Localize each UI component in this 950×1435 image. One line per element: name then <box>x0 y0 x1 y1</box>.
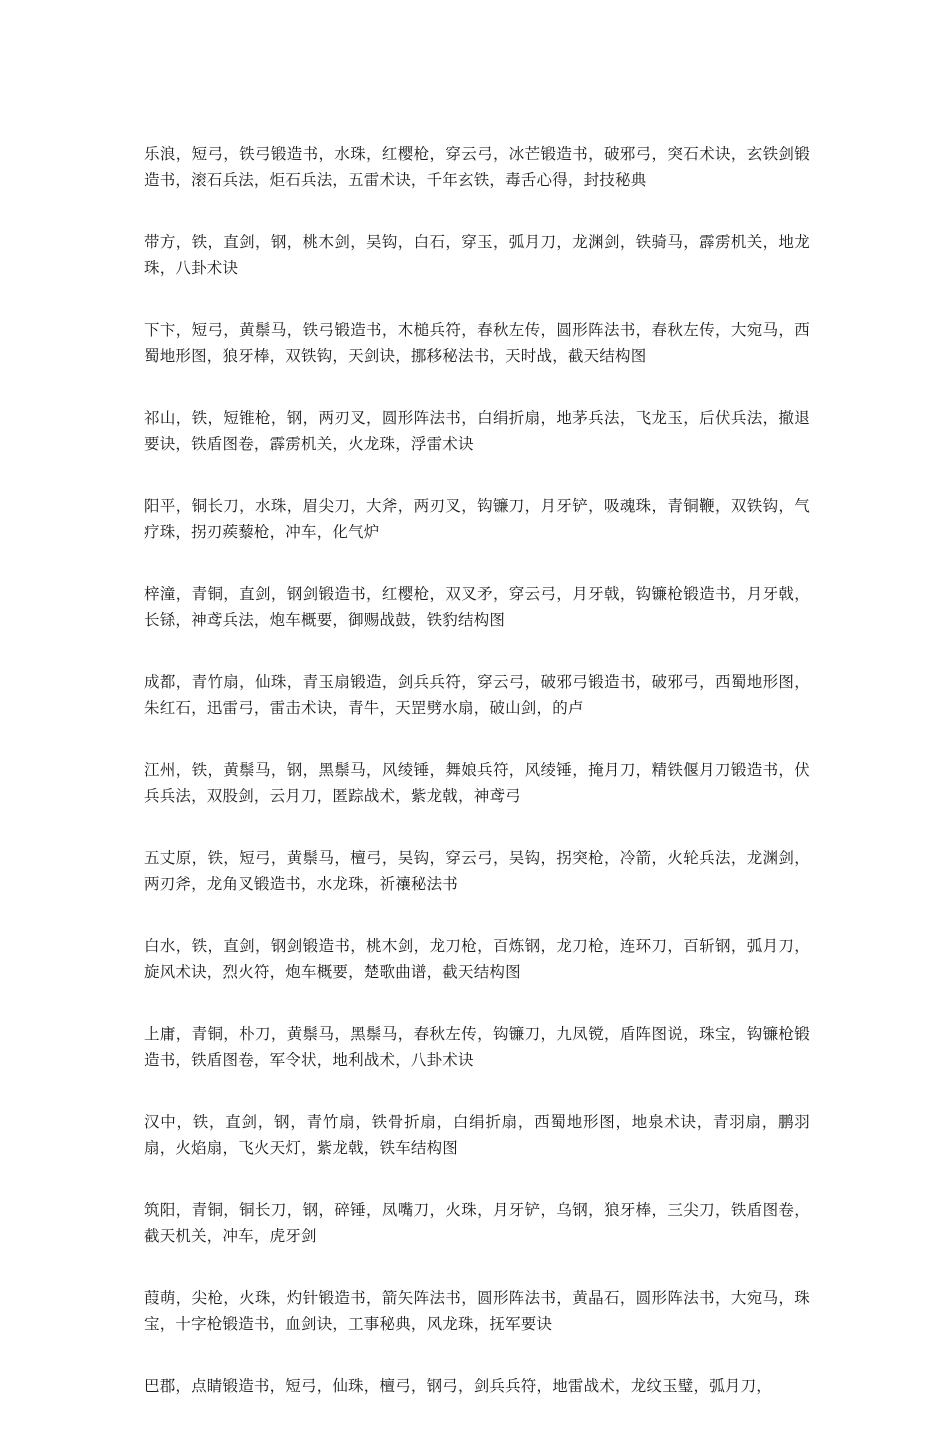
paragraph-baishui: 白水，铁，直剑，钢剑锻造书，桃木剑，龙刀枪，百炼钢，龙刀枪，连环刀，百斩钢，弧月刀，旋风术诀，烈火符，炮车概要，楚歌曲谱，截天结构图 <box>144 937 810 981</box>
paragraph-qishan: 祁山，铁，短锥枪，钢，两刃叉，圆形阵法书，白绢折扇，地茅兵法，飞龙玉，后伏兵法，撤退要诀，铁盾图卷，霹雳机关，火龙珠，浮雷术诀 <box>144 409 810 453</box>
paragraph-lelang: 乐浪，短弓，铁弓锻造书，水珠，红樱枪，穿云弓，冰芒锻造书，破邪弓，突石术诀，玄铁剑锻造书，滚石兵法，炬石兵法，五雷术诀，千年玄铁，毒舌心得，封技秘典 <box>144 145 810 189</box>
paragraph-xiabian: 下卞，短弓，黄鬃马，铁弓锻造书，木槌兵符，春秋左传，圆形阵法书，春秋左传，大宛马，西蜀地形图，狼牙棒，双铁钩，天剑诀，挪移秘法书，天时战，截天结构图 <box>144 321 810 365</box>
paragraph-bajun: 巴郡，点睛锻造书，短弓，仙珠，檀弓，钢弓，剑兵兵符，地雷战术，龙纹玉璧，弧月刀， <box>144 1377 773 1395</box>
paragraph-hanzhong: 汉中，铁，直剑，钢，青竹扇，铁骨折扇，白绢折扇，西蜀地形图，地泉术诀，青羽扇，鹏羽扇，火焰扇，飞火天灯，紫龙戟，铁车结构图 <box>144 1113 810 1157</box>
paragraph-chengdu: 成都，青竹扇，仙珠，青玉扇锻造，剑兵兵符，穿云弓，破邪弓锻造书，破邪弓，西蜀地形图，朱红石，迅雷弓，雷击术诀，青牛，天罡劈水扇，破山剑，的卢 <box>144 673 810 717</box>
paragraph-wuzhangyuan: 五丈原，铁，短弓，黄鬃马，檀弓，吴钩，穿云弓，吴钩，拐突枪，冷箭，火轮兵法，龙渊剑，两刃斧，龙角叉锻造书，水龙珠，祈禳秘法书 <box>144 849 810 893</box>
paragraph-jiameng: 葭萌，尖枪，火珠，灼针锻造书，箭矢阵法书，圆形阵法书，黄晶石，圆形阵法书，大宛马，珠宝，十字枪锻造书，血剑诀，工事秘典，风龙珠，抚军要诀 <box>144 1289 810 1333</box>
paragraph-shangyong: 上庸，青铜，朴刀，黄鬃马，黑鬃马，春秋左传，钩镰刀，九凤镋，盾阵图说，珠宝，钩镰枪锻造书，铁盾图卷，军令状，地利战术，八卦术诀 <box>144 1025 810 1069</box>
document-body <box>144 141 810 1435</box>
paragraph-daifang: 带方，铁，直剑，钢，桃木剑，吴钩，白石，穿玉，弧月刀，龙渊剑，铁骑马，霹雳机关，地龙珠，八卦术诀 <box>144 233 810 277</box>
paragraph-yangping: 阳平，铜长刀，水珠，眉尖刀，大斧，两刃叉，钩镰刀，月牙铲，吸魂珠，青铜鞭，双铁钩，气疗珠，拐刃蒺藜枪，冲车，化气炉 <box>144 497 810 541</box>
paragraph-jiangzhou: 江州，铁，黄鬃马，钢，黑鬃马，风绫锤，舞娘兵符，风绫锤，掩月刀，精铁偃月刀锻造书，伏兵兵法，双股剑，云月刀，匿踪战术，紫龙戟，神鸢弓 <box>144 761 810 805</box>
paragraph-zitong: 梓潼，青铜，直剑，钢剑锻造书，红樱枪，双叉矛，穿云弓，月牙戟，钩镰枪锻造书，月牙戟，长铩，神鸢兵法，炮车概要，御赐战鼓，铁豹结构图 <box>144 585 810 629</box>
paragraph-zhuyang: 筑阳，青铜，铜长刀，钢，碎锤，凤嘴刀，火珠，月牙铲，乌钢，狼牙棒，三尖刀，铁盾图卷，截天机关，冲车，虎牙剑 <box>144 1201 810 1245</box>
